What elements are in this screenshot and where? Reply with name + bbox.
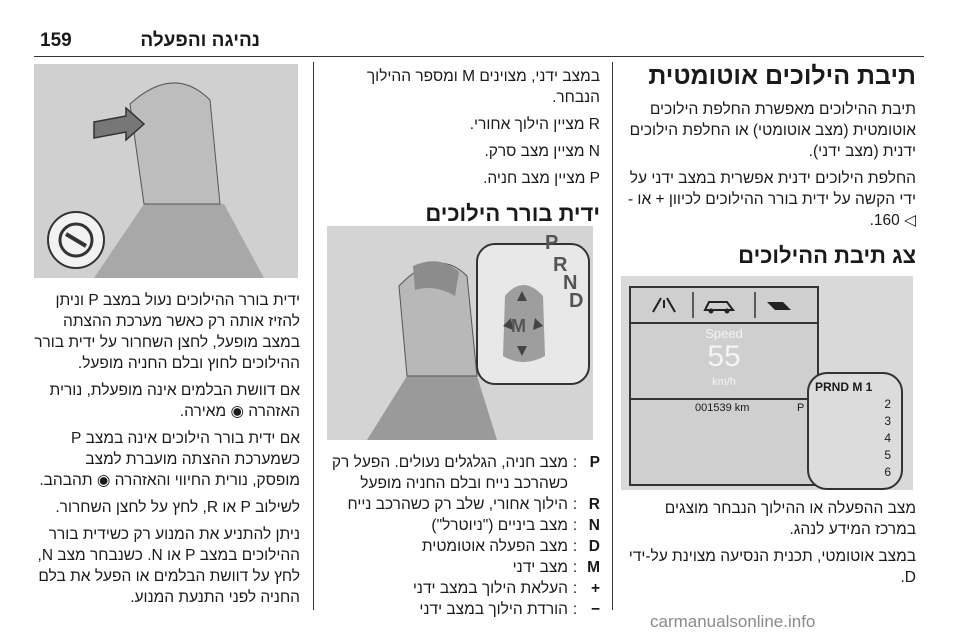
gear-desc: העלאת הילוך במצב ידני xyxy=(412,580,568,597)
column-divider-right xyxy=(612,62,613,610)
table-row: M : מצב ידני xyxy=(324,557,600,578)
paragraph: ניתן להתניע את המנוע רק כשידית בורר ההילוכים במצב P או N. כשנבחר מצב N, לחץ על דוושת הבלמים או הפעל את בלם החניה לפני התנעת המנוע. xyxy=(37,526,300,606)
gear-desc: מצב ביניים ("ניוטרל") xyxy=(431,517,568,534)
section-heading-display: צג תיבת ההילוכים xyxy=(738,243,916,268)
paragraph: החלפת הילוכים ידנית אפשרית במצב ידני על ידי הקשה על ידית בורר ההילוכים לכיוון + או - ◁ 160. xyxy=(627,170,916,229)
table-row: + : העלאת הילוך במצב ידני xyxy=(324,578,600,599)
car-icon xyxy=(705,302,733,314)
table-row: N : מצב ביניים ("ניוטרל") xyxy=(324,515,600,536)
gear-number: 2 xyxy=(884,397,891,411)
speed-unit: km/h xyxy=(712,376,736,388)
gear-desc: מצב חניה, הגלגלים נעולים. הפעל רק כשהרכב נייח ובלם החניה מופעל xyxy=(331,454,568,492)
gear-key: D xyxy=(588,538,600,555)
gear-number: 5 xyxy=(884,448,891,462)
road-sign-icon xyxy=(767,302,791,310)
paragraph: במצב אוטומטי, תכנית הנסיעה מצוינת על-ידי D. xyxy=(628,548,916,586)
gear-key: − xyxy=(590,601,600,618)
paragraph: N מציין מצב סרק. xyxy=(484,143,600,160)
section-heading-automatic: תיבת הילוכים אוטומטית xyxy=(648,62,916,90)
paragraph: ידית בורר ההילוכים נעול במצב P וניתן להזיז אותה רק כאשר מערכת ההצתה במצב מופעל, לחצן השחרור על ידית בורר ההילוכים לחוץ ובלם החניה מופעל. xyxy=(34,292,300,372)
gear-description-list xyxy=(324,452,600,620)
gear-key: + xyxy=(590,580,600,597)
gear-key: M xyxy=(587,559,600,576)
selector-letter: D xyxy=(569,290,584,312)
selector-letter: M xyxy=(511,316,526,336)
gear-number: 6 xyxy=(884,465,891,479)
gear-number: 4 xyxy=(884,431,891,445)
gear-table xyxy=(324,452,600,620)
selector-letter: P xyxy=(545,232,559,254)
paragraph: במצב ידני, מצוינים M ומספר ההילוך הנבחר. xyxy=(366,68,600,106)
paragraph: לשילוב P או R, לחץ על לחצן השחרור. xyxy=(55,499,300,516)
gear-desc: מצב הפעלה אוטומטית xyxy=(421,538,568,555)
paragraph: אם ידית בורר הילוכים אינה במצב P כשמערכת ההצתה מועברת למצב מופסק, נורית החיווי והאזהרה ◉ תהבהב. xyxy=(39,430,300,489)
gear-number: 3 xyxy=(884,414,891,428)
header-divider xyxy=(34,56,924,57)
table-row: P : מצב חניה, הגלגלים נעולים. הפעל רק כשהרכב נייח ובלם החניה מופעל xyxy=(324,452,600,494)
selector-lever-figure xyxy=(327,226,593,440)
lever-release-illustration xyxy=(34,64,298,278)
page-header-title: נהיגה והפעלה xyxy=(140,30,260,51)
dashboard-display-figure xyxy=(621,276,913,490)
gear-key: P xyxy=(589,454,600,471)
selector-letter: N xyxy=(563,272,578,294)
lever-release-figure xyxy=(34,64,298,278)
paragraph: R מציין הילוך אחורי. xyxy=(469,116,600,133)
odometer-readout: 001539 km xyxy=(695,402,750,414)
speed-label: Speed xyxy=(705,326,743,341)
table-row: − : הורדת הילוך במצב ידני xyxy=(324,599,600,620)
display-top-bar xyxy=(631,288,817,324)
gear-indicator: P xyxy=(797,402,805,414)
display-divider xyxy=(631,398,817,400)
gear-desc: הורדת הילוך במצב ידני xyxy=(419,601,568,618)
table-row: D : מצב הפעלה אוטומטית xyxy=(324,536,600,557)
page-number: 159 xyxy=(40,30,72,51)
gear-key: R xyxy=(588,496,600,513)
watermark: carmanualsonline.info xyxy=(650,612,816,631)
speed-value: 55 xyxy=(707,340,741,373)
gear-key: N xyxy=(588,517,600,534)
selector-text: PRND M 1 xyxy=(815,380,873,394)
column-divider-left xyxy=(313,62,314,610)
left-column xyxy=(34,290,300,614)
gear-desc: מצב ידני xyxy=(512,559,568,576)
paragraph: P מציין מצב חניה. xyxy=(483,170,600,187)
section-heading-selector-lever: ידית בורר הילוכים xyxy=(425,201,600,226)
paragraph: מצב ההפעלה או ההילוך הנבחר מוצגים במרכז המידע לנהג. xyxy=(664,500,916,538)
middle-column xyxy=(324,66,600,236)
info-display-panel xyxy=(629,286,819,486)
selector-letter: R xyxy=(553,254,568,276)
right-column xyxy=(624,62,916,278)
paragraph: אם דוושת הבלמים אינה מופעלת, נורית האזהרה ◉ מאירה. xyxy=(49,382,300,420)
display-icons xyxy=(631,288,817,322)
table-row: R : הילוך אחורי, שלב רק כשהרכב נייח xyxy=(324,494,600,515)
gear-callout-bubble xyxy=(807,372,903,490)
right-column-bottom xyxy=(624,498,916,594)
gear-desc: הילוך אחורי, שלב רק כשהרכב נייח xyxy=(347,496,568,513)
paragraph: תיבת ההילוכים מאפשרת החלפת הילוכים אוטומטית (מצב אוטומטי) או החלפת הילוכים ידנית (מצב ידני). xyxy=(629,101,916,160)
warning-icon xyxy=(653,298,675,312)
gear-list xyxy=(884,396,891,481)
